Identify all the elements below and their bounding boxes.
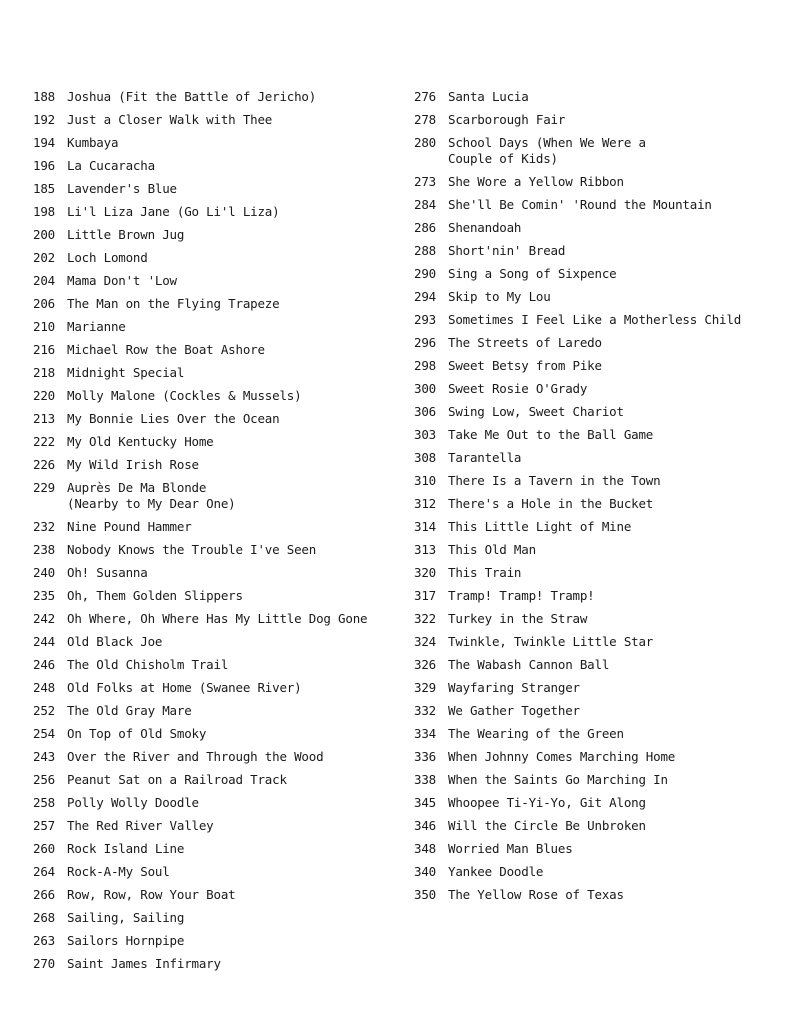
- page-number: 334: [414, 726, 436, 741]
- page-number: 246: [33, 657, 55, 672]
- index-entry: [414, 112, 784, 128]
- page-number: 306: [414, 404, 436, 419]
- index-entry: [33, 342, 393, 358]
- page-number: 313: [414, 542, 436, 557]
- song-title: Nine Pound Hammer: [67, 519, 192, 534]
- song-title: Sailing, Sailing: [67, 910, 185, 925]
- index-entry: [414, 841, 784, 857]
- index-entry: [414, 89, 784, 105]
- song-title: Oh! Susanna: [67, 565, 148, 580]
- page-number: 320: [414, 565, 436, 580]
- index-entry: [33, 434, 393, 450]
- song-title: There Is a Tavern in the Town: [448, 473, 661, 488]
- page-number: 220: [33, 388, 55, 403]
- page-number: 338: [414, 772, 436, 787]
- index-entry: [414, 634, 784, 650]
- page-number: 268: [33, 910, 55, 925]
- page-number: 296: [414, 335, 436, 350]
- song-title: Sweet Betsy from Pike: [448, 358, 602, 373]
- index-entry: [414, 289, 784, 305]
- song-title: Joshua (Fit the Battle of Jericho): [67, 89, 317, 104]
- page-number: 340: [414, 864, 436, 879]
- index-entry: [414, 404, 784, 420]
- page-number: 202: [33, 250, 55, 265]
- page-number: 317: [414, 588, 436, 603]
- song-title: Swing Low, Sweet Chariot: [448, 404, 624, 419]
- song-title: The Old Gray Mare: [67, 703, 192, 718]
- song-title: Just a Closer Walk with Thee: [67, 112, 273, 127]
- song-title: Li'l Liza Jane (Go Li'l Liza): [67, 204, 280, 219]
- song-title: Shenandoah: [448, 220, 522, 235]
- index-entry: [33, 657, 393, 673]
- page-number: 310: [414, 473, 436, 488]
- index-entry: [33, 457, 393, 473]
- index-entry: [33, 388, 393, 404]
- song-title: Peanut Sat on a Railroad Track: [67, 772, 287, 787]
- song-title: Oh Where, Oh Where Has My Little Dog Gone: [67, 611, 368, 626]
- index-entry: [414, 680, 784, 696]
- song-title: The Wearing of the Green: [448, 726, 624, 741]
- page-number: 280: [414, 135, 436, 150]
- song-title: La Cucaracha: [67, 158, 155, 173]
- index-entry: [33, 519, 393, 535]
- song-title: Tarantella: [448, 450, 522, 465]
- index-entry: [414, 611, 784, 627]
- song-title: Short'nin' Bread: [448, 243, 566, 258]
- page-number: 243: [33, 749, 55, 764]
- song-title: Take Me Out to the Ball Game: [448, 427, 654, 442]
- song-title: Old Folks at Home (Swanee River): [67, 680, 302, 695]
- song-title: My Old Kentucky Home: [67, 434, 214, 449]
- song-title: The Old Chisholm Trail: [67, 657, 229, 672]
- page-number: 264: [33, 864, 55, 879]
- song-title: Nobody Knows the Trouble I've Seen: [67, 542, 317, 557]
- page-number: 284: [414, 197, 436, 212]
- index-entry: [414, 519, 784, 535]
- page-number: 229: [33, 480, 55, 495]
- index-entry: [33, 864, 393, 880]
- song-title: This Little Light of Mine: [448, 519, 632, 534]
- index-entry: [33, 250, 393, 266]
- index-entry: [414, 135, 784, 167]
- index-entry: [33, 158, 393, 174]
- song-title: Marianne: [67, 319, 126, 334]
- song-title: Lavender's Blue: [67, 181, 177, 196]
- index-entry: [33, 887, 393, 903]
- page-number: 222: [33, 434, 55, 449]
- page-number: 252: [33, 703, 55, 718]
- left-column: [33, 89, 393, 979]
- index-entry: [414, 473, 784, 489]
- song-title: Rock-A-My Soul: [67, 864, 170, 879]
- index-entry: [414, 588, 784, 604]
- index-entry: [33, 956, 393, 972]
- index-entry: [414, 542, 784, 558]
- page-number: 204: [33, 273, 55, 288]
- page-number: 256: [33, 772, 55, 787]
- index-entry: [33, 565, 393, 581]
- index-entry: [33, 365, 393, 381]
- page-number: 294: [414, 289, 436, 304]
- song-title: Scarborough Fair: [448, 112, 566, 127]
- index-entry: [414, 703, 784, 719]
- index-entry: [414, 358, 784, 374]
- song-title: My Bonnie Lies Over the Ocean: [67, 411, 280, 426]
- page-number: 322: [414, 611, 436, 626]
- index-entry: [33, 772, 393, 788]
- index-entry: [33, 227, 393, 243]
- page-number: 324: [414, 634, 436, 649]
- song-title: My Wild Irish Rose: [67, 457, 199, 472]
- index-entry: [414, 772, 784, 788]
- index-entry: [33, 749, 393, 765]
- page-number: 332: [414, 703, 436, 718]
- page-number: 346: [414, 818, 436, 833]
- song-title: There's a Hole in the Bucket: [448, 496, 654, 511]
- index-entry: [414, 312, 784, 328]
- index-entry: [33, 319, 393, 335]
- index-entry: [33, 296, 393, 312]
- page-number: 206: [33, 296, 55, 311]
- index-entry: [33, 910, 393, 926]
- index-entry: [33, 841, 393, 857]
- song-title: Yankee Doodle: [448, 864, 544, 879]
- song-title: Turkey in the Straw: [448, 611, 588, 626]
- song-title: Molly Malone (Cockles & Mussels): [67, 388, 302, 403]
- song-title: Midnight Special: [67, 365, 185, 380]
- page-number: 293: [414, 312, 436, 327]
- index-entry: [414, 335, 784, 351]
- song-title: Saint James Infirmary: [67, 956, 221, 971]
- page-number: 244: [33, 634, 55, 649]
- page-number: 329: [414, 680, 436, 695]
- page-number: 192: [33, 112, 55, 127]
- song-title: Polly Wolly Doodle: [67, 795, 199, 810]
- song-title: Rock Island Line: [67, 841, 185, 856]
- page-number: 213: [33, 411, 55, 426]
- page-number: 194: [33, 135, 55, 150]
- page-number: 218: [33, 365, 55, 380]
- song-title: When the Saints Go Marching In: [448, 772, 668, 787]
- page-number: 248: [33, 680, 55, 695]
- index-entry: [33, 588, 393, 604]
- page-number: 276: [414, 89, 436, 104]
- page-number: 235: [33, 588, 55, 603]
- page-number: 350: [414, 887, 436, 902]
- index-entry: [33, 634, 393, 650]
- index-entry: [414, 266, 784, 282]
- page-number: 254: [33, 726, 55, 741]
- page-number: 210: [33, 319, 55, 334]
- page-number: 270: [33, 956, 55, 971]
- song-title: Sing a Song of Sixpence: [448, 266, 617, 281]
- song-title: Sailors Hornpipe: [67, 933, 185, 948]
- song-title: Over the River and Through the Wood: [67, 749, 324, 764]
- index-entry: [33, 411, 393, 427]
- song-title: Mama Don't 'Low: [67, 273, 177, 288]
- song-title: Worried Man Blues: [448, 841, 573, 856]
- index-entry: [33, 933, 393, 949]
- song-title: The Man on the Flying Trapeze: [67, 296, 280, 311]
- song-title: Whoopee Ti-Yi-Yo, Git Along: [448, 795, 646, 810]
- song-title: The Red River Valley: [67, 818, 214, 833]
- index-entry: [414, 818, 784, 834]
- song-title: Twinkle, Twinkle Little Star: [448, 634, 654, 649]
- page-number: 288: [414, 243, 436, 258]
- index-entry: [33, 273, 393, 289]
- page-number: 326: [414, 657, 436, 672]
- page-number: 232: [33, 519, 55, 534]
- index-entry: [33, 680, 393, 696]
- index-entry: [414, 450, 784, 466]
- page-number: 336: [414, 749, 436, 764]
- page-number: 242: [33, 611, 55, 626]
- page-number: 260: [33, 841, 55, 856]
- page-number: 188: [33, 89, 55, 104]
- song-title: The Wabash Cannon Ball: [448, 657, 610, 672]
- song-title: Santa Lucia: [448, 89, 529, 104]
- song-title: Auprès De Ma Blonde (Nearby to My Dear One): [67, 480, 236, 511]
- song-title: Loch Lomond: [67, 250, 148, 265]
- index-entry: [33, 703, 393, 719]
- page-number: 308: [414, 450, 436, 465]
- index-entry: [33, 135, 393, 151]
- page-number: 258: [33, 795, 55, 810]
- song-title: Sweet Rosie O'Grady: [448, 381, 588, 396]
- page-number: 312: [414, 496, 436, 511]
- song-title: Row, Row, Row Your Boat: [67, 887, 236, 902]
- page-number: 196: [33, 158, 55, 173]
- page-number: 314: [414, 519, 436, 534]
- song-title: Oh, Them Golden Slippers: [67, 588, 243, 603]
- page-number: 345: [414, 795, 436, 810]
- song-title: Will the Circle Be Unbroken: [448, 818, 646, 833]
- song-title: On Top of Old Smoky: [67, 726, 207, 741]
- song-title: Sometimes I Feel Like a Motherless Child: [448, 312, 742, 327]
- page-number: 290: [414, 266, 436, 281]
- page-number: 348: [414, 841, 436, 856]
- index-entry: [414, 381, 784, 397]
- index-entry: [33, 112, 393, 128]
- page-number: 238: [33, 542, 55, 557]
- page-number: 216: [33, 342, 55, 357]
- song-title: Tramp! Tramp! Tramp!: [448, 588, 595, 603]
- index-entry: [414, 197, 784, 213]
- page-number: 198: [33, 204, 55, 219]
- song-title: When Johnny Comes Marching Home: [448, 749, 676, 764]
- index-entry: [33, 818, 393, 834]
- page-number: 278: [414, 112, 436, 127]
- page-number: 240: [33, 565, 55, 580]
- index-entry: [33, 542, 393, 558]
- song-title: The Yellow Rose of Texas: [448, 887, 624, 902]
- index-entry: [33, 204, 393, 220]
- index-entry: [33, 480, 393, 512]
- index-entry: [414, 243, 784, 259]
- index-entry: [33, 795, 393, 811]
- song-title: Michael Row the Boat Ashore: [67, 342, 265, 357]
- index-entry: [33, 726, 393, 742]
- page-number: 185: [33, 181, 55, 196]
- page-number: 298: [414, 358, 436, 373]
- index-entry: [414, 220, 784, 236]
- index-entry: [414, 565, 784, 581]
- song-title: The Streets of Laredo: [448, 335, 602, 350]
- page-number: 200: [33, 227, 55, 242]
- index-entry: [414, 496, 784, 512]
- song-title: Little Brown Jug: [67, 227, 185, 242]
- index-entry: [414, 657, 784, 673]
- song-title: Wayfaring Stranger: [448, 680, 580, 695]
- index-entry: [414, 749, 784, 765]
- song-title: Kumbaya: [67, 135, 119, 150]
- page-number: 266: [33, 887, 55, 902]
- page-number: 286: [414, 220, 436, 235]
- page-number: 257: [33, 818, 55, 833]
- index-entry: [33, 181, 393, 197]
- song-title: She Wore a Yellow Ribbon: [448, 174, 624, 189]
- index-entry: [414, 864, 784, 880]
- page-number: 300: [414, 381, 436, 396]
- song-title: We Gather Together: [448, 703, 580, 718]
- page-number: 273: [414, 174, 436, 189]
- index-entry: [414, 795, 784, 811]
- index-entry: [33, 611, 393, 627]
- index-entry: [414, 887, 784, 903]
- song-title: Skip to My Lou: [448, 289, 551, 304]
- right-column: [414, 89, 784, 910]
- index-entry: [33, 89, 393, 105]
- page-number: 263: [33, 933, 55, 948]
- index-entry: [414, 427, 784, 443]
- song-title: Old Black Joe: [67, 634, 163, 649]
- page-number: 226: [33, 457, 55, 472]
- song-title: This Train: [448, 565, 522, 580]
- song-title: School Days (When We Were a Couple of Kids): [448, 135, 646, 166]
- index-entry: [414, 726, 784, 742]
- song-title: She'll Be Comin' 'Round the Mountain: [448, 197, 712, 212]
- song-title: This Old Man: [448, 542, 536, 557]
- page-number: 303: [414, 427, 436, 442]
- index-entry: [414, 174, 784, 190]
